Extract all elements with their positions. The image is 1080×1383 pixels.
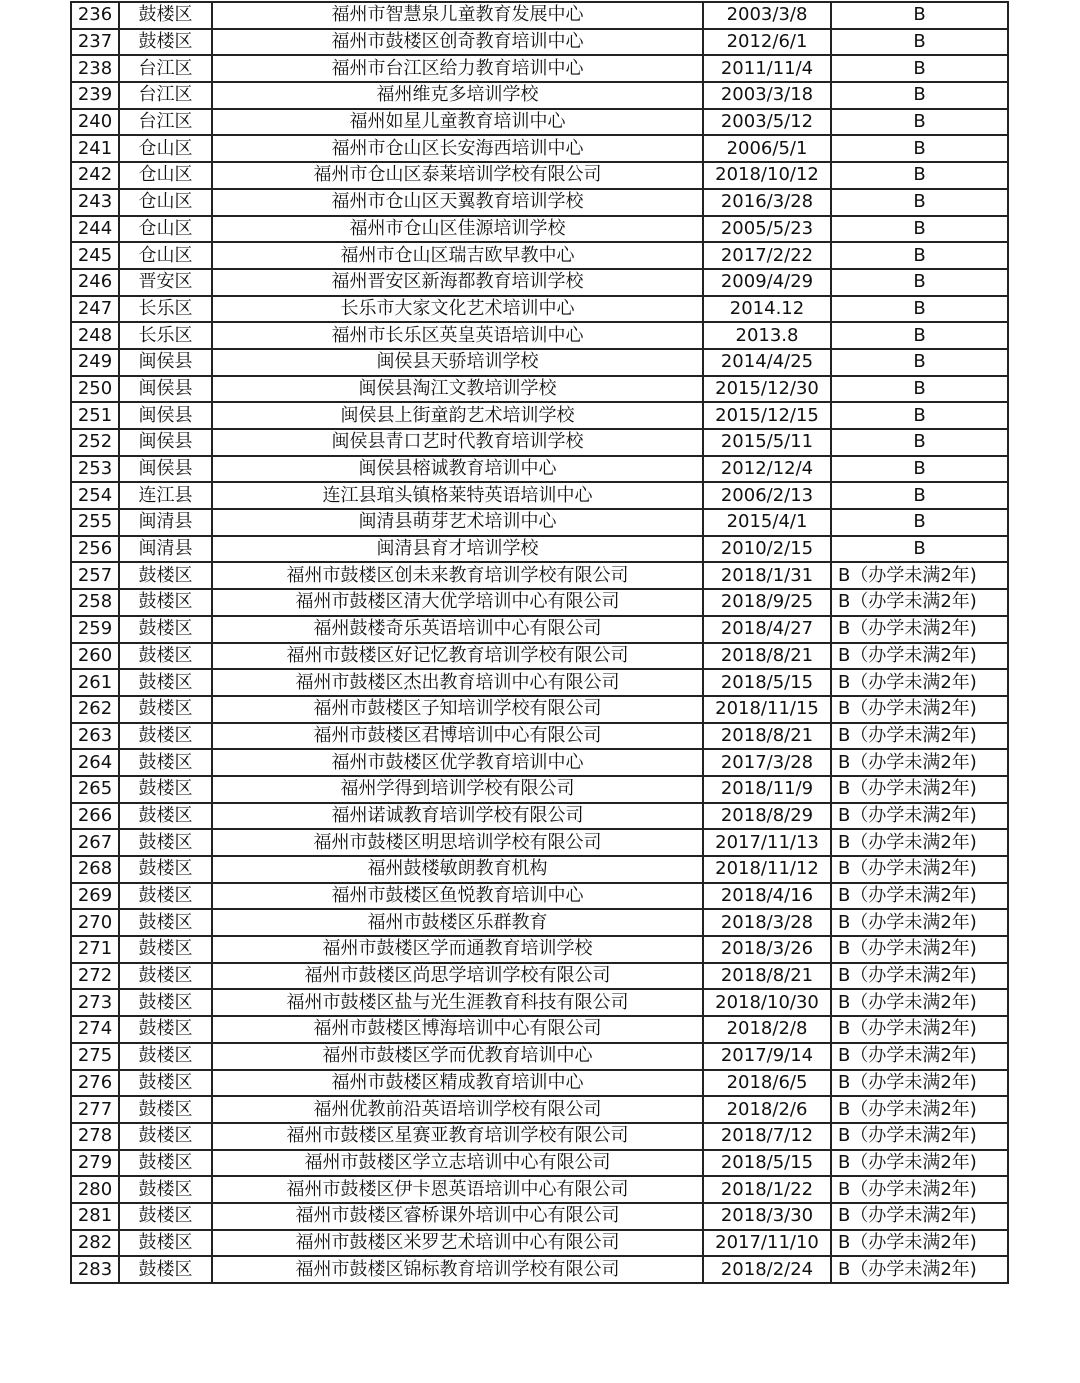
table-row: [71, 562, 1008, 589]
table-row: [71, 829, 1008, 856]
institution-name-cell: 福州市台江区给力教育培训中心: [212, 55, 703, 82]
table-row: [71, 2, 1008, 29]
row-number: 245: [71, 242, 119, 269]
row-number: 236: [71, 2, 119, 29]
rating-cell: B（办学未满2年): [831, 776, 1008, 803]
rating-cell: B（办学未满2年): [831, 1096, 1008, 1123]
table-row: [71, 1070, 1008, 1097]
table-row: [71, 216, 1008, 243]
district-cell: 闽侯县: [119, 402, 212, 429]
district-cell: 台江区: [119, 55, 212, 82]
established-date-cell: 2012/6/1: [703, 29, 831, 56]
established-date-cell: 2018/6/5: [703, 1070, 831, 1097]
row-number: 277: [71, 1096, 119, 1123]
rating-cell: B（办学未满2年): [831, 1176, 1008, 1203]
institution-name-cell: 闽侯县天骄培训学校: [212, 349, 703, 376]
rating-cell: B（办学未满2年): [831, 1070, 1008, 1097]
rating-cell: B（办学未满2年): [831, 749, 1008, 776]
institution-name-cell: 福州市鼓楼区睿桥课外培训中心有限公司: [212, 1203, 703, 1230]
established-date-cell: 2016/3/28: [703, 189, 831, 216]
district-cell: 连江县: [119, 482, 212, 509]
district-cell: 鼓楼区: [119, 989, 212, 1016]
institution-name-cell: 连江县琯头镇格莱特英语培训中心: [212, 482, 703, 509]
table-row: [71, 803, 1008, 830]
rating-cell: B（办学未满2年): [831, 562, 1008, 589]
row-number: 238: [71, 55, 119, 82]
district-cell: 鼓楼区: [119, 749, 212, 776]
rating-cell: B（办学未满2年): [831, 589, 1008, 616]
rating-cell: B: [831, 482, 1008, 509]
row-number: 263: [71, 723, 119, 750]
table-row: [71, 1230, 1008, 1257]
table-row: [71, 1123, 1008, 1150]
row-number: 259: [71, 616, 119, 643]
rating-cell: B: [831, 242, 1008, 269]
row-number: 269: [71, 883, 119, 910]
district-cell: 闽侯县: [119, 349, 212, 376]
district-cell: 鼓楼区: [119, 936, 212, 963]
table-row: [71, 349, 1008, 376]
rating-cell: B: [831, 509, 1008, 536]
institution-name-cell: 福州学得到培训学校有限公司: [212, 776, 703, 803]
row-number: 282: [71, 1230, 119, 1257]
institution-name-cell: 福州市鼓楼区子知培训学校有限公司: [212, 696, 703, 723]
row-number: 240: [71, 109, 119, 136]
established-date-cell: 2017/2/22: [703, 242, 831, 269]
district-cell: 鼓楼区: [119, 1203, 212, 1230]
table-row: [71, 936, 1008, 963]
row-number: 270: [71, 909, 119, 936]
rating-cell: B（办学未满2年): [831, 616, 1008, 643]
established-date-cell: 2013.8: [703, 322, 831, 349]
district-cell: 鼓楼区: [119, 1016, 212, 1043]
rating-cell: B（办学未满2年): [831, 1203, 1008, 1230]
table-row: [71, 536, 1008, 563]
established-date-cell: 2018/8/21: [703, 723, 831, 750]
established-date-cell: 2010/2/15: [703, 536, 831, 563]
rating-cell: B（办学未满2年): [831, 1123, 1008, 1150]
district-cell: 晋安区: [119, 269, 212, 296]
table-row: [71, 135, 1008, 162]
institution-name-cell: 福州维克多培训学校: [212, 82, 703, 109]
rating-cell: B: [831, 349, 1008, 376]
row-number: 262: [71, 696, 119, 723]
table-row: [71, 1203, 1008, 1230]
row-number: 254: [71, 482, 119, 509]
row-number: 279: [71, 1150, 119, 1177]
district-cell: 鼓楼区: [119, 1043, 212, 1070]
district-cell: 鼓楼区: [119, 1176, 212, 1203]
rating-cell: B（办学未满2年): [831, 803, 1008, 830]
established-date-cell: 2018/3/28: [703, 909, 831, 936]
rating-cell: B: [831, 135, 1008, 162]
district-cell: 鼓楼区: [119, 562, 212, 589]
district-cell: 鼓楼区: [119, 909, 212, 936]
established-date-cell: 2015/4/1: [703, 509, 831, 536]
rating-cell: B（办学未满2年): [831, 909, 1008, 936]
row-number: 243: [71, 189, 119, 216]
table-row: [71, 643, 1008, 670]
district-cell: 闽侯县: [119, 429, 212, 456]
district-cell: 仓山区: [119, 189, 212, 216]
rating-cell: B: [831, 189, 1008, 216]
rating-cell: B: [831, 296, 1008, 323]
institution-name-cell: 福州市鼓楼区君博培训中心有限公司: [212, 723, 703, 750]
institution-name-cell: 福州市鼓楼区学立志培训中心有限公司: [212, 1150, 703, 1177]
district-cell: 长乐区: [119, 322, 212, 349]
row-number: 256: [71, 536, 119, 563]
established-date-cell: 2005/5/23: [703, 216, 831, 243]
row-number: 257: [71, 562, 119, 589]
table-row: [71, 1096, 1008, 1123]
institution-name-cell: 福州如星儿童教育培训中心: [212, 109, 703, 136]
institution-name-cell: 福州市仓山区泰莱培训学校有限公司: [212, 162, 703, 189]
row-number: 272: [71, 963, 119, 990]
table-row: [71, 55, 1008, 82]
institution-name-cell: 福州市仓山区佳源培训学校: [212, 216, 703, 243]
institution-name-cell: 福州市鼓楼区创未来教育培训学校有限公司: [212, 562, 703, 589]
row-number: 261: [71, 669, 119, 696]
district-cell: 鼓楼区: [119, 963, 212, 990]
institution-name-cell: 福州市鼓楼区锦标教育培训学校有限公司: [212, 1256, 703, 1283]
established-date-cell: 2015/5/11: [703, 429, 831, 456]
row-number: 251: [71, 402, 119, 429]
established-date-cell: 2018/11/15: [703, 696, 831, 723]
established-date-cell: 2018/8/29: [703, 803, 831, 830]
institution-name-cell: 闽侯县上街童韵艺术培训学校: [212, 402, 703, 429]
table-body: [71, 2, 1008, 1283]
institution-name-cell: 福州市仓山区长安海西培训中心: [212, 135, 703, 162]
district-cell: 闽侯县: [119, 376, 212, 403]
institution-name-cell: 福州市鼓楼区好记忆教育培训学校有限公司: [212, 643, 703, 670]
district-cell: 鼓楼区: [119, 829, 212, 856]
row-number: 283: [71, 1256, 119, 1283]
table-row: [71, 883, 1008, 910]
rating-cell: B: [831, 162, 1008, 189]
institution-name-cell: 福州市智慧泉儿童教育发展中心: [212, 2, 703, 29]
table-row: [71, 749, 1008, 776]
institution-name-cell: 福州鼓楼敏朗教育机构: [212, 856, 703, 883]
established-date-cell: 2018/2/24: [703, 1256, 831, 1283]
table-row: [71, 1016, 1008, 1043]
rating-cell: B: [831, 29, 1008, 56]
row-number: 267: [71, 829, 119, 856]
established-date-cell: 2018/5/15: [703, 669, 831, 696]
district-cell: 鼓楼区: [119, 883, 212, 910]
institution-name-cell: 福州晋安区新海都教育培训学校: [212, 269, 703, 296]
row-number: 242: [71, 162, 119, 189]
table-row: [71, 456, 1008, 483]
institution-name-cell: 福州市鼓楼区博海培训中心有限公司: [212, 1016, 703, 1043]
established-date-cell: 2018/7/12: [703, 1123, 831, 1150]
established-date-cell: 2006/5/1: [703, 135, 831, 162]
institution-name-cell: 福州市长乐区英皇英语培训中心: [212, 322, 703, 349]
institution-name-cell: 福州市鼓楼区清大优学培训中心有限公司: [212, 589, 703, 616]
table-row: [71, 162, 1008, 189]
table-row: [71, 322, 1008, 349]
district-cell: 仓山区: [119, 216, 212, 243]
rating-cell: B（办学未满2年): [831, 723, 1008, 750]
rating-cell: B: [831, 429, 1008, 456]
institution-name-cell: 福州市鼓楼区创奇教育培训中心: [212, 29, 703, 56]
table-row: [71, 1256, 1008, 1283]
row-number: 253: [71, 456, 119, 483]
institution-name-cell: 福州市仓山区瑞吉欧早教中心: [212, 242, 703, 269]
rating-cell: B（办学未满2年): [831, 829, 1008, 856]
table-row: [71, 909, 1008, 936]
established-date-cell: 2015/12/15: [703, 402, 831, 429]
institution-name-cell: 福州市鼓楼区尚思学培训学校有限公司: [212, 963, 703, 990]
district-cell: 鼓楼区: [119, 1150, 212, 1177]
table-row: [71, 589, 1008, 616]
rating-cell: B: [831, 2, 1008, 29]
established-date-cell: 2018/11/9: [703, 776, 831, 803]
district-cell: 鼓楼区: [119, 616, 212, 643]
district-cell: 鼓楼区: [119, 669, 212, 696]
institution-name-cell: 长乐市大家文化艺术培训中心: [212, 296, 703, 323]
established-date-cell: 2003/5/12: [703, 109, 831, 136]
rating-cell: B（办学未满2年): [831, 883, 1008, 910]
row-number: 239: [71, 82, 119, 109]
rating-cell: B（办学未满2年): [831, 963, 1008, 990]
rating-cell: B: [831, 82, 1008, 109]
row-number: 268: [71, 856, 119, 883]
district-cell: 鼓楼区: [119, 1070, 212, 1097]
table-row: [71, 669, 1008, 696]
table-row: [71, 989, 1008, 1016]
established-date-cell: 2017/11/10: [703, 1230, 831, 1257]
institution-name-cell: 福州诺诚教育培训学校有限公司: [212, 803, 703, 830]
established-date-cell: 2015/12/30: [703, 376, 831, 403]
rating-cell: B（办学未满2年): [831, 1256, 1008, 1283]
table-row: [71, 963, 1008, 990]
rating-cell: B: [831, 216, 1008, 243]
table-row: [71, 616, 1008, 643]
institution-name-cell: 福州市鼓楼区星赛亚教育培训学校有限公司: [212, 1123, 703, 1150]
institution-name-cell: 福州市鼓楼区伊卡恩英语培训中心有限公司: [212, 1176, 703, 1203]
row-number: 281: [71, 1203, 119, 1230]
table-row: [71, 482, 1008, 509]
established-date-cell: 2018/2/6: [703, 1096, 831, 1123]
row-number: 241: [71, 135, 119, 162]
rating-cell: B（办学未满2年): [831, 1230, 1008, 1257]
district-cell: 台江区: [119, 82, 212, 109]
table-row: [71, 1043, 1008, 1070]
rating-cell: B: [831, 376, 1008, 403]
row-number: 248: [71, 322, 119, 349]
row-number: 260: [71, 643, 119, 670]
established-date-cell: 2012/12/4: [703, 456, 831, 483]
table-row: [71, 856, 1008, 883]
rating-cell: B: [831, 536, 1008, 563]
established-date-cell: 2017/9/14: [703, 1043, 831, 1070]
district-cell: 鼓楼区: [119, 589, 212, 616]
district-cell: 鼓楼区: [119, 1230, 212, 1257]
table-row: [71, 269, 1008, 296]
institution-name-cell: 福州市仓山区天翼教育培训学校: [212, 189, 703, 216]
row-number: 280: [71, 1176, 119, 1203]
established-date-cell: 2009/4/29: [703, 269, 831, 296]
table-row: [71, 376, 1008, 403]
table-row: [71, 296, 1008, 323]
established-date-cell: 2017/3/28: [703, 749, 831, 776]
rating-cell: B: [831, 402, 1008, 429]
district-cell: 鼓楼区: [119, 1123, 212, 1150]
table-row: [71, 696, 1008, 723]
row-number: 273: [71, 989, 119, 1016]
row-number: 271: [71, 936, 119, 963]
institution-name-cell: 闽侯县榕诚教育培训中心: [212, 456, 703, 483]
district-cell: 长乐区: [119, 296, 212, 323]
established-date-cell: 2018/9/25: [703, 589, 831, 616]
district-cell: 仓山区: [119, 162, 212, 189]
institution-name-cell: 福州市鼓楼区明思培训学校有限公司: [212, 829, 703, 856]
established-date-cell: 2006/2/13: [703, 482, 831, 509]
district-cell: 鼓楼区: [119, 723, 212, 750]
table-row: [71, 1176, 1008, 1203]
rating-cell: B: [831, 55, 1008, 82]
table-row: [71, 109, 1008, 136]
rating-cell: B（办学未满2年): [831, 936, 1008, 963]
row-number: 276: [71, 1070, 119, 1097]
row-number: 274: [71, 1016, 119, 1043]
established-date-cell: 2018/5/15: [703, 1150, 831, 1177]
rating-cell: B: [831, 456, 1008, 483]
rating-cell: B（办学未满2年): [831, 1150, 1008, 1177]
rating-cell: B: [831, 322, 1008, 349]
district-cell: 鼓楼区: [119, 803, 212, 830]
institution-rating-table: [70, 1, 1009, 1284]
institution-name-cell: 福州市鼓楼区米罗艺术培训中心有限公司: [212, 1230, 703, 1257]
institution-name-cell: 闽侯县青口艺时代教育培训学校: [212, 429, 703, 456]
established-date-cell: 2018/4/16: [703, 883, 831, 910]
district-cell: 鼓楼区: [119, 1256, 212, 1283]
row-number: 246: [71, 269, 119, 296]
row-number: 278: [71, 1123, 119, 1150]
established-date-cell: 2018/4/27: [703, 616, 831, 643]
established-date-cell: 2018/3/26: [703, 936, 831, 963]
rating-cell: B（办学未满2年): [831, 1016, 1008, 1043]
established-date-cell: 2018/1/31: [703, 562, 831, 589]
district-cell: 鼓楼区: [119, 1096, 212, 1123]
row-number: 237: [71, 29, 119, 56]
district-cell: 鼓楼区: [119, 2, 212, 29]
table-row: [71, 429, 1008, 456]
row-number: 258: [71, 589, 119, 616]
district-cell: 仓山区: [119, 242, 212, 269]
rating-cell: B（办学未满2年): [831, 989, 1008, 1016]
district-cell: 闽侯县: [119, 456, 212, 483]
institution-name-cell: 福州市鼓楼区学而优教育培训中心: [212, 1043, 703, 1070]
rating-cell: B（办学未满2年): [831, 856, 1008, 883]
established-date-cell: 2014.12: [703, 296, 831, 323]
established-date-cell: 2018/8/21: [703, 643, 831, 670]
table-row: [71, 242, 1008, 269]
established-date-cell: 2014/4/25: [703, 349, 831, 376]
established-date-cell: 2018/3/30: [703, 1203, 831, 1230]
row-number: 249: [71, 349, 119, 376]
established-date-cell: 2003/3/8: [703, 2, 831, 29]
institution-name-cell: 福州市鼓楼区杰出教育培训中心有限公司: [212, 669, 703, 696]
row-number: 250: [71, 376, 119, 403]
established-date-cell: 2018/11/12: [703, 856, 831, 883]
established-date-cell: 2003/3/18: [703, 82, 831, 109]
table-row: [71, 509, 1008, 536]
district-cell: 闽清县: [119, 536, 212, 563]
row-number: 266: [71, 803, 119, 830]
institution-name-cell: 福州鼓楼奇乐英语培训中心有限公司: [212, 616, 703, 643]
established-date-cell: 2018/8/21: [703, 963, 831, 990]
table-row: [71, 1150, 1008, 1177]
row-number: 247: [71, 296, 119, 323]
table-row: [71, 29, 1008, 56]
district-cell: 鼓楼区: [119, 776, 212, 803]
table-row: [71, 776, 1008, 803]
institution-name-cell: 福州市鼓楼区乐群教育: [212, 909, 703, 936]
rating-cell: B（办学未满2年): [831, 643, 1008, 670]
rating-cell: B（办学未满2年): [831, 669, 1008, 696]
established-date-cell: 2018/2/8: [703, 1016, 831, 1043]
row-number: 252: [71, 429, 119, 456]
established-date-cell: 2011/11/4: [703, 55, 831, 82]
table-row: [71, 189, 1008, 216]
district-cell: 鼓楼区: [119, 696, 212, 723]
district-cell: 鼓楼区: [119, 29, 212, 56]
row-number: 265: [71, 776, 119, 803]
institution-name-cell: 福州优教前沿英语培训学校有限公司: [212, 1096, 703, 1123]
rating-cell: B（办学未满2年): [831, 1043, 1008, 1070]
table-row: [71, 402, 1008, 429]
district-cell: 鼓楼区: [119, 643, 212, 670]
institution-name-cell: 闽侯县淘江文教培训学校: [212, 376, 703, 403]
district-cell: 台江区: [119, 109, 212, 136]
row-number: 275: [71, 1043, 119, 1070]
institution-name-cell: 福州市鼓楼区精成教育培训中心: [212, 1070, 703, 1097]
table-row: [71, 723, 1008, 750]
rating-cell: B（办学未满2年): [831, 696, 1008, 723]
established-date-cell: 2018/10/30: [703, 989, 831, 1016]
institution-name-cell: 福州市鼓楼区鱼悦教育培训中心: [212, 883, 703, 910]
established-date-cell: 2018/1/22: [703, 1176, 831, 1203]
row-number: 264: [71, 749, 119, 776]
institution-name-cell: 福州市鼓楼区盐与光生涯教育科技有限公司: [212, 989, 703, 1016]
institution-name-cell: 闽清县萌芽艺术培训中心: [212, 509, 703, 536]
district-cell: 鼓楼区: [119, 856, 212, 883]
rating-cell: B: [831, 269, 1008, 296]
institution-name-cell: 福州市鼓楼区学而通教育培训学校: [212, 936, 703, 963]
established-date-cell: 2017/11/13: [703, 829, 831, 856]
table-row: [71, 82, 1008, 109]
district-cell: 闽清县: [119, 509, 212, 536]
established-date-cell: 2018/10/12: [703, 162, 831, 189]
institution-name-cell: 闽清县育才培训学校: [212, 536, 703, 563]
row-number: 244: [71, 216, 119, 243]
district-cell: 仓山区: [119, 135, 212, 162]
rating-cell: B: [831, 109, 1008, 136]
institution-name-cell: 福州市鼓楼区优学教育培训中心: [212, 749, 703, 776]
row-number: 255: [71, 509, 119, 536]
